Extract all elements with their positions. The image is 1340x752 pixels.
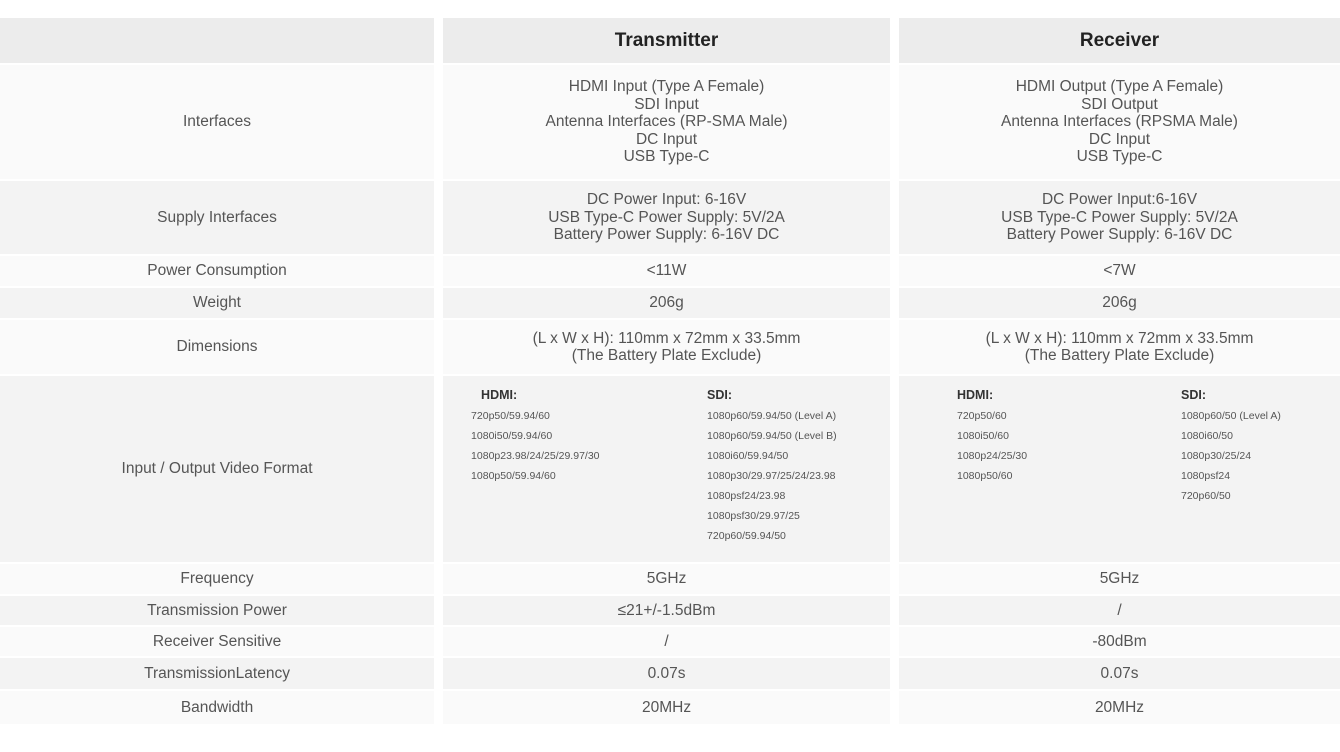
value-line: 20MHz [1094,698,1145,716]
format-item: 720p60/50 [1181,490,1231,502]
row-label: Dimensions [0,320,434,374]
receiver-value [899,288,1340,318]
table-row [0,596,1340,625]
value-line: Battery Power Supply: 6-16V DC [1006,226,1233,244]
spec-table [0,18,1340,726]
receiver-value [899,181,1340,254]
row-label: Supply Interfaces [0,181,434,254]
format-item: 1080p30/25/24 [1181,450,1252,462]
row-label: Power Consumption [0,256,434,286]
transmitter-value [443,596,890,625]
header-receiver: Receiver [899,18,1340,63]
row-label: Weight [0,288,434,318]
hdmi-title: HDMI: [481,388,518,402]
table-row [0,376,1340,562]
transmitter-value [443,627,890,656]
format-columns [899,376,1340,506]
value-line: 206g [1102,294,1137,312]
value-line: Antenna Interfaces (RPSMA Male) [1001,113,1238,131]
format-item: 720p60/59.94/50 [707,530,786,542]
table-row [0,288,1340,318]
value-line: <7W [1103,262,1136,280]
value-line: (The Battery Plate Exclude) [1024,347,1215,364]
value-line: (L x W x H): 110mm x 72mm x 33.5mm [532,329,801,347]
transmitter-value [443,288,890,318]
format-item: 1080i50/60 [957,430,1009,442]
transmitter-value [443,181,890,254]
table-header [0,18,1340,63]
value-line: (L x W x H): 110mm x 72mm x 33.5mm [985,329,1254,347]
value-line: Battery Power Supply: 6-16V DC [553,226,780,244]
format-item: 720p50/59.94/60 [471,410,550,422]
transmitter-value [443,320,890,374]
value-line: 5GHz [646,570,687,588]
transmitter-value [443,65,890,179]
value-line: -80dBm [1092,632,1147,650]
sdi-title: SDI: [707,388,733,402]
format-item: 1080psf30/29.97/25 [707,510,800,522]
transmitter-value [443,564,890,594]
sdi-format-list [707,388,837,546]
sdi-title: SDI: [1181,388,1206,402]
format-item: 1080i60/59.94/50 [707,450,789,462]
table-row [0,564,1340,594]
format-item: 1080i50/59.94/60 [471,430,553,442]
table-row [0,691,1340,724]
value-line: SDI Output [1081,95,1158,113]
value-line: 5GHz [1099,570,1140,588]
header-empty-cell [0,18,434,63]
format-item: 720p50/60 [957,410,1007,422]
value-line: USB Type-C [1076,148,1163,166]
hdmi-format-list [957,388,1181,486]
value-line: Antenna Interfaces (RP-SMA Male) [545,113,788,131]
row-label: Interfaces [0,65,434,179]
format-item: 1080p60/50 (Level A) [1181,410,1281,422]
value-line: ≤21+/-1.5dBm [617,601,716,619]
transmitter-value [443,256,890,286]
table-row [0,256,1340,286]
format-item: 1080p30/29.97/25/24/23.98 [707,470,836,482]
value-line: 20MHz [641,698,692,716]
table-row [0,658,1340,689]
receiver-value [899,65,1340,179]
format-item: 1080p60/59.94/50 (Level B) [707,430,837,442]
value-line: DC Power Input:6-16V [1041,191,1198,209]
receiver-value [899,596,1340,625]
format-columns [443,376,890,546]
format-item: 1080psf24 [1181,470,1231,482]
value-line: 0.07s [647,664,686,682]
header-transmitter: Transmitter [443,18,890,63]
receiver-value [899,658,1340,689]
value-line: <11W [646,262,687,280]
value-line: USB Type-C Power Supply: 5V/2A [548,208,785,226]
value-line: SDI Input [634,95,699,113]
table-row [0,320,1340,374]
row-label: Transmission Power [0,596,434,625]
row-label: Input / Output Video Format [0,376,434,562]
format-item: 1080psf24/23.98 [707,490,786,502]
value-line: 0.07s [1100,664,1139,682]
receiver-value [899,691,1340,724]
format-item: 1080p50/59.94/60 [471,470,556,482]
value-line: DC Input [635,130,698,148]
row-label: Frequency [0,564,434,594]
value-line: HDMI Output (Type A Female) [1015,78,1224,96]
value-line: (The Battery Plate Exclude) [571,347,762,364]
hdmi-title: HDMI: [957,388,994,402]
table-row [0,65,1340,179]
value-line: DC Power Input: 6-16V [586,191,747,209]
value-line: / [664,632,669,650]
receiver-video-formats [899,376,1340,562]
row-label: Bandwidth [0,691,434,724]
table-row [0,181,1340,254]
value-line: HDMI Input (Type A Female) [568,78,765,96]
value-line: USB Type-C Power Supply: 5V/2A [1001,208,1238,226]
format-item: 1080p60/59.94/50 (Level A) [707,410,837,422]
receiver-value [899,320,1340,374]
value-line: 206g [649,294,684,312]
value-line: / [1117,601,1122,619]
transmitter-video-formats [443,376,890,562]
format-item: 1080p24/25/30 [957,450,1028,462]
transmitter-value [443,658,890,689]
format-item: 1080i60/50 [1181,430,1233,442]
format-item: 1080p23.98/24/25/29.97/30 [471,450,600,462]
transmitter-value [443,691,890,724]
value-line: DC Input [1088,130,1151,148]
row-label: TransmissionLatency [0,658,434,689]
receiver-value [899,627,1340,656]
format-item: 1080p50/60 [957,470,1013,482]
sdi-format-list [1181,388,1281,506]
table-row [0,627,1340,656]
row-label: Receiver Sensitive [0,627,434,656]
value-line: USB Type-C [623,148,710,166]
receiver-value [899,564,1340,594]
hdmi-format-list [471,388,679,486]
receiver-value [899,256,1340,286]
